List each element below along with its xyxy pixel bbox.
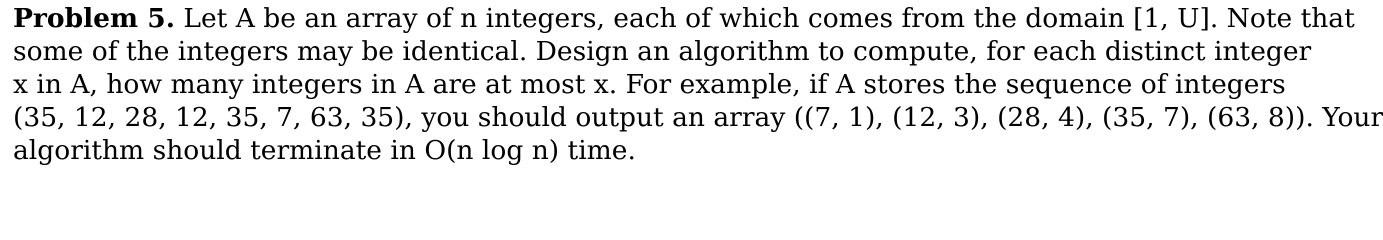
problem-text-line-1: Let A be an array of n integers, each of which comes from the domain [1, U]. Note that (183, 3, 1355, 34)
problem-statement (13, 2, 1383, 167)
problem-line-2: some of the integers may be identical. Design an algorithm to compute, for each distinct integer (13, 36, 1312, 67)
problem-line-5: algorithm should terminate in O(n log n) time. (13, 135, 636, 166)
problem-title: Problem 5. (13, 3, 175, 34)
problem-line-4: (35, 12, 28, 12, 35, 7, 63, 35), you should output an array ((7, 1), (12, 3), (28, 4), (35, 7), (63, 8)). Your (13, 102, 1383, 133)
problem-line-1 (13, 2, 1355, 35)
problem-line-3: x in A, how many integers in A are at most x. For example, if A stores the sequence of integers (13, 69, 1286, 100)
